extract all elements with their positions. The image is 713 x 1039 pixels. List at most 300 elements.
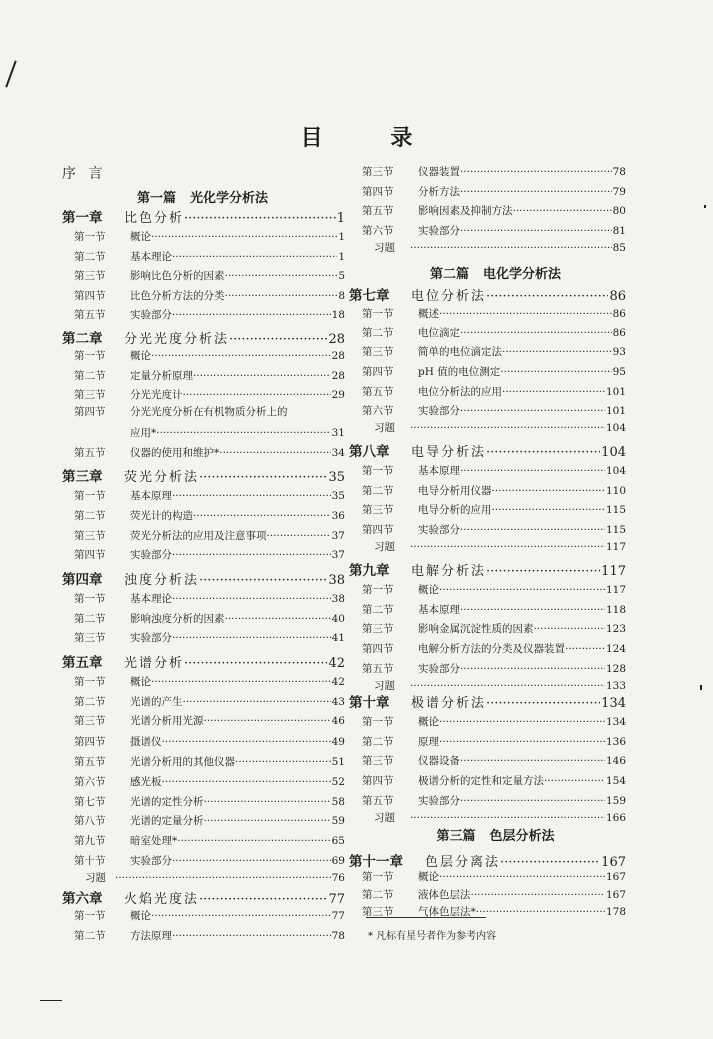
exercise-label: 习题 [374,680,395,692]
leader-dots [151,231,337,243]
section-label: 第五节 [74,447,106,459]
leader-dots [162,776,331,788]
chapter-entry[interactable] [349,559,626,579]
section-title: 光谱的定性分析 [130,796,204,808]
page-number: 31 [331,427,345,439]
page-number: 28 [331,350,345,362]
page-number: 154 [605,775,626,787]
leader-dots [439,584,605,596]
section-title: 实验部分 [418,524,460,536]
page-number: 85 [612,242,626,254]
section-entry[interactable] [74,348,345,363]
page-number: 167 [605,871,626,883]
section-label: 第一节 [362,308,394,320]
section-entry[interactable] [74,404,345,419]
section-label: 第一节 [74,910,106,922]
chapter-entry[interactable] [349,440,626,460]
page-number: 1 [338,251,345,263]
chapter-title: 色层分离法 [425,855,501,870]
page-number: 136 [605,736,626,748]
leader-dots [151,910,331,922]
section-label: 第一节 [362,584,394,596]
section-title: 简单的电位滴定法 [418,346,502,358]
section-label: 第三节 [362,906,394,918]
part-label: 第三篇 [436,829,476,844]
page-number: 101 [605,405,626,417]
chapter-entry[interactable] [349,850,626,870]
page-number: 43 [331,696,345,708]
section-entry[interactable] [74,674,345,689]
section-entry[interactable] [74,387,345,402]
leader-dots [460,755,605,767]
leader-dots [172,549,331,561]
leader-dots [225,613,331,625]
page-number: 38 [328,573,345,588]
section-entry[interactable] [74,754,345,769]
chapter-label: 第十一章 [349,854,403,870]
page-number: 134 [601,696,626,711]
section-entry[interactable] [74,853,345,868]
section-title: 分析方法 [418,186,460,198]
section-title: 基本原理 [130,490,172,502]
section-entry[interactable] [74,288,345,303]
leader-dots [492,485,605,497]
exercise-entry[interactable] [374,539,626,554]
page-number: 117 [601,564,626,579]
leader-dots [476,906,605,918]
section-label: 第三节 [74,389,106,401]
section-title: 荧光计的构造 [130,510,193,522]
section-entry[interactable] [362,483,626,498]
chapter-title: 光谱分析 [124,656,185,671]
section-label: 第三节 [74,715,106,727]
section-entry[interactable] [74,928,345,943]
section-entry[interactable] [74,591,345,606]
footnote: * 凡标有星号者作为参考内容 [368,931,497,942]
leader-dots [199,573,327,588]
page-number: 65 [331,835,345,847]
section-label: 第五节 [74,309,106,321]
section-entry[interactable] [74,794,345,809]
leader-dots [460,186,612,198]
page-number: 51 [331,756,345,768]
footnote-rule [366,917,486,918]
page-number: 104 [605,422,626,434]
section-label: 第五节 [74,756,106,768]
section-title: 概论 [130,910,151,922]
page-number: 95 [612,366,626,378]
leader-dots [500,366,611,378]
section-label: 第四节 [74,736,106,748]
section-label: 第二节 [74,613,106,625]
chapter-entry[interactable] [62,887,345,907]
section-label: 第三节 [362,623,394,635]
section-entry[interactable] [74,833,345,848]
section-label: 第六节 [362,405,394,417]
leader-dots [410,812,605,824]
page-number: 28 [331,370,345,382]
exercise-label: 习题 [85,872,106,884]
section-title: 实验部分 [418,405,460,417]
section-entry[interactable] [74,307,345,322]
page-number: 167 [605,889,626,901]
page-number: 133 [605,680,626,692]
scan-mark [704,205,706,208]
section-label: 第一节 [74,231,106,243]
section-entry[interactable] [362,887,626,902]
section-title: 暗室处理* [130,835,178,847]
section-title: 气体色层法* [418,906,476,918]
page-number: 117 [605,541,626,553]
section-label: 第二节 [362,327,394,339]
chapter-title: 比色分析 [124,211,185,226]
section-entry[interactable] [74,547,345,562]
section-entry[interactable] [130,425,345,440]
section-label: 第五节 [362,386,394,398]
page-number: 128 [605,663,626,675]
page-number: 58 [331,796,345,808]
section-label: 第二节 [362,604,394,616]
page-number: 146 [605,755,626,767]
chapter-entry[interactable] [62,465,345,485]
section-title: 极谱分析的定性和定量方法 [418,775,544,787]
leader-dots [204,796,331,808]
section-title: 应用* [130,427,157,439]
section-label: 第一节 [362,716,394,728]
chapter-title: 电导分析法 [411,445,487,460]
chapter-label: 第一章 [62,210,103,226]
section-label: 第四节 [362,775,394,787]
page-number: 134 [605,716,626,728]
leader-dots [460,663,605,675]
page-number: 166 [605,812,626,824]
section-entry[interactable] [74,774,345,789]
leader-dots [502,386,605,398]
leader-dots [534,623,605,635]
section-label: 第四节 [74,549,106,561]
exercise-entry[interactable] [374,420,626,435]
section-title: 光谱分析用光源 [130,715,204,727]
leader-dots [500,855,600,870]
page-number: 28 [328,332,345,347]
chapter-label: 第八章 [349,444,390,460]
page-number: 123 [605,623,626,635]
section-entry[interactable] [74,813,345,828]
section-entry[interactable] [362,164,626,179]
chapter-title: 电位分析法 [411,289,487,304]
section-entry[interactable] [74,445,345,460]
page-number: 110 [605,485,626,497]
section-entry[interactable] [362,203,626,218]
page-number: 80 [612,205,626,217]
page-number: 59 [331,815,345,827]
leader-dots [471,889,605,901]
section-entry[interactable] [362,502,626,517]
section-title: 实验部分 [418,795,460,807]
section-entry[interactable] [74,268,345,283]
leader-dots [460,465,605,477]
section-title: 电位分析法的应用 [418,386,502,398]
section-title: 比色分析方法的分类 [130,290,225,302]
leader-dots [162,736,331,748]
section-title: 基本理论 [130,251,172,263]
section-entry[interactable] [362,463,626,478]
page-number: 118 [605,604,626,616]
scan-mark [40,1000,62,1001]
section-title: 影响因素及抑制方法 [418,205,513,217]
section-title: 影响金属沉淀性质的因素 [418,623,534,635]
leader-dots [199,892,327,907]
section-entry[interactable] [74,368,345,383]
chapter-label: 第二章 [62,331,103,347]
leader-dots [460,225,612,237]
leader-dots [184,211,336,226]
page-number: 104 [605,465,626,477]
page-number: 77 [331,910,345,922]
leader-dots [151,676,331,688]
leader-dots [172,490,331,502]
section-entry[interactable] [362,403,626,418]
leader-dots [235,756,331,768]
page-number: 52 [331,776,345,788]
section-entry[interactable] [362,522,626,537]
section-title: 光谱分析用的其他仪器 [130,756,235,768]
section-title: 分光光度计 [130,389,183,401]
page-number: 178 [605,906,626,918]
page-number: 49 [331,736,345,748]
section-title: 概述 [418,308,439,320]
leader-dots [460,405,605,417]
leader-dots [439,736,605,748]
section-label: 第三节 [362,504,394,516]
leader-dots [193,370,331,382]
section-entry[interactable] [362,621,626,636]
page-number: 81 [612,225,626,237]
leader-dots [172,251,337,263]
section-title: 电位滴定 [418,327,460,339]
section-label: 第四节 [74,290,106,302]
part-2-heading [348,263,643,282]
chapter-label: 第五章 [62,655,103,671]
chapter-title: 电解分析法 [411,564,487,579]
chapter-entry[interactable] [349,284,626,304]
page-number: 76 [331,872,345,884]
page-number: 124 [605,643,626,655]
leader-dots [492,504,605,516]
chapter-entry[interactable] [62,568,345,588]
section-label: 第四节 [74,406,106,418]
section-entry[interactable] [362,582,626,597]
leader-dots [183,696,331,708]
part-1-heading [60,187,345,206]
section-entry[interactable] [362,773,626,788]
section-label: 第一节 [362,871,394,883]
section-entry[interactable] [362,793,626,808]
leader-dots [204,815,331,827]
section-title: 概论 [130,350,151,362]
section-entry[interactable] [74,908,345,923]
leader-dots [439,871,605,883]
page-number: 69 [331,855,345,867]
section-entry[interactable] [362,223,626,238]
leader-dots [267,530,331,542]
leader-dots [486,696,600,711]
page-number: 1 [338,231,345,243]
chapter-entry[interactable] [62,651,345,671]
leader-dots [460,795,605,807]
section-entry[interactable] [74,229,345,244]
section-entry[interactable] [74,611,345,626]
section-title: 方法原理 [130,930,172,942]
section-title: 概论 [418,584,439,596]
leader-dots [156,427,330,439]
leader-dots [172,930,331,942]
page-number: 34 [331,447,345,459]
exercise-label: 习题 [374,422,395,434]
page-number: 86 [612,308,626,320]
page-number: 8 [338,290,345,302]
section-entry[interactable] [74,734,345,749]
section-entry[interactable] [362,344,626,359]
exercise-entry[interactable] [374,810,626,825]
leader-dots [199,470,327,485]
leader-dots [151,350,331,362]
leader-dots [225,270,338,282]
page-number: 79 [612,186,626,198]
section-entry[interactable] [74,249,345,264]
exercise-label: 习题 [374,541,395,553]
section-entry[interactable] [362,753,626,768]
page-number: 117 [605,584,626,596]
section-label: 第三节 [362,346,394,358]
section-label: 第九节 [74,835,106,847]
section-entry[interactable] [362,661,626,676]
leader-dots [486,289,608,304]
section-entry[interactable] [74,528,345,543]
leader-dots [177,835,330,847]
section-title: 定量分析原理 [130,370,193,382]
page-number: 29 [331,389,345,401]
page-number: 1 [336,211,345,226]
section-label: 第六节 [362,225,394,237]
page-number: 37 [331,530,345,542]
chapter-label: 第七章 [349,288,390,304]
section-label: 第二节 [362,736,394,748]
section-label: 第一节 [74,490,106,502]
section-title: 实验部分 [130,632,172,644]
section-title: 电解分析方法的分类及仪器装置 [418,643,565,655]
page-number: 77 [328,892,345,907]
section-entry[interactable] [74,488,345,503]
page-number: 37 [331,549,345,561]
section-label: 第四节 [362,643,394,655]
section-label: 第二节 [74,370,106,382]
section-title: pH 值的电位测定 [418,366,501,378]
exercise-entry[interactable] [374,240,626,255]
section-title: 基本原理 [418,604,460,616]
page-number: 93 [612,346,626,358]
chapter-title: 火焰光度法 [124,892,200,907]
leader-dots [544,775,605,787]
section-label: 第二节 [362,889,394,901]
page-number: 46 [331,715,345,727]
page-title: 目 录 [300,125,443,151]
page-number: 41 [331,632,345,644]
page-number: 101 [605,386,626,398]
chapter-entry[interactable] [62,206,345,226]
section-entry[interactable] [362,364,626,379]
section-entry[interactable] [362,734,626,749]
leader-dots [184,656,327,671]
scan-mark [700,685,702,690]
section-entry[interactable] [362,306,626,321]
section-title: 原理 [418,736,439,748]
page-number: 115 [605,504,626,516]
section-title: 仪器装置 [418,166,460,178]
section-entry[interactable] [362,714,626,729]
section-label: 第一节 [74,676,106,688]
section-entry[interactable] [362,641,626,656]
exercise-entry[interactable] [85,870,345,885]
section-label: 第一节 [74,350,106,362]
part-title: 电化学分析法 [483,267,562,282]
section-title: 电导分析的应用 [418,504,492,516]
section-entry[interactable] [362,384,626,399]
page-number: 5 [338,270,345,282]
section-entry[interactable] [74,630,345,645]
section-label: 第五节 [362,663,394,675]
section-entry[interactable] [74,508,345,523]
section-title: 实验部分 [418,663,460,675]
section-title: 实验部分 [130,855,172,867]
section-label: 第四节 [362,366,394,378]
section-title: 概论 [418,871,439,883]
leader-dots [460,604,605,616]
preface: 序 言 [62,166,107,182]
leader-dots [172,855,331,867]
part-label: 第二篇 [429,267,469,282]
section-entry[interactable] [74,713,345,728]
section-entry[interactable] [74,694,345,709]
chapter-label: 第三章 [62,469,103,485]
scan-mark [5,61,16,88]
chapter-entry[interactable] [62,327,345,347]
leader-dots [172,309,331,321]
leader-dots [172,593,331,605]
section-title: 摄谱仪 [130,736,162,748]
leader-dots [460,166,612,178]
section-title: 液体色层法 [418,889,471,901]
section-entry[interactable] [362,602,626,617]
chapter-title: 极谱分析法 [411,696,487,711]
section-entry[interactable] [362,325,626,340]
section-entry[interactable] [362,184,626,199]
section-label: 第八节 [74,815,106,827]
section-title: 概论 [130,231,151,243]
section-label: 第三节 [362,755,394,767]
page-number: 42 [331,676,345,688]
leader-dots [219,447,330,459]
chapter-title: 荧光分析法 [124,470,200,485]
section-label: 第二节 [74,696,106,708]
section-title: 基本原理 [418,465,460,477]
leader-dots [460,327,612,339]
section-title: 概论 [418,716,439,728]
exercise-label: 习题 [374,242,395,254]
chapter-entry[interactable] [349,691,626,711]
section-entry[interactable] [362,869,626,884]
leader-dots [410,541,605,553]
